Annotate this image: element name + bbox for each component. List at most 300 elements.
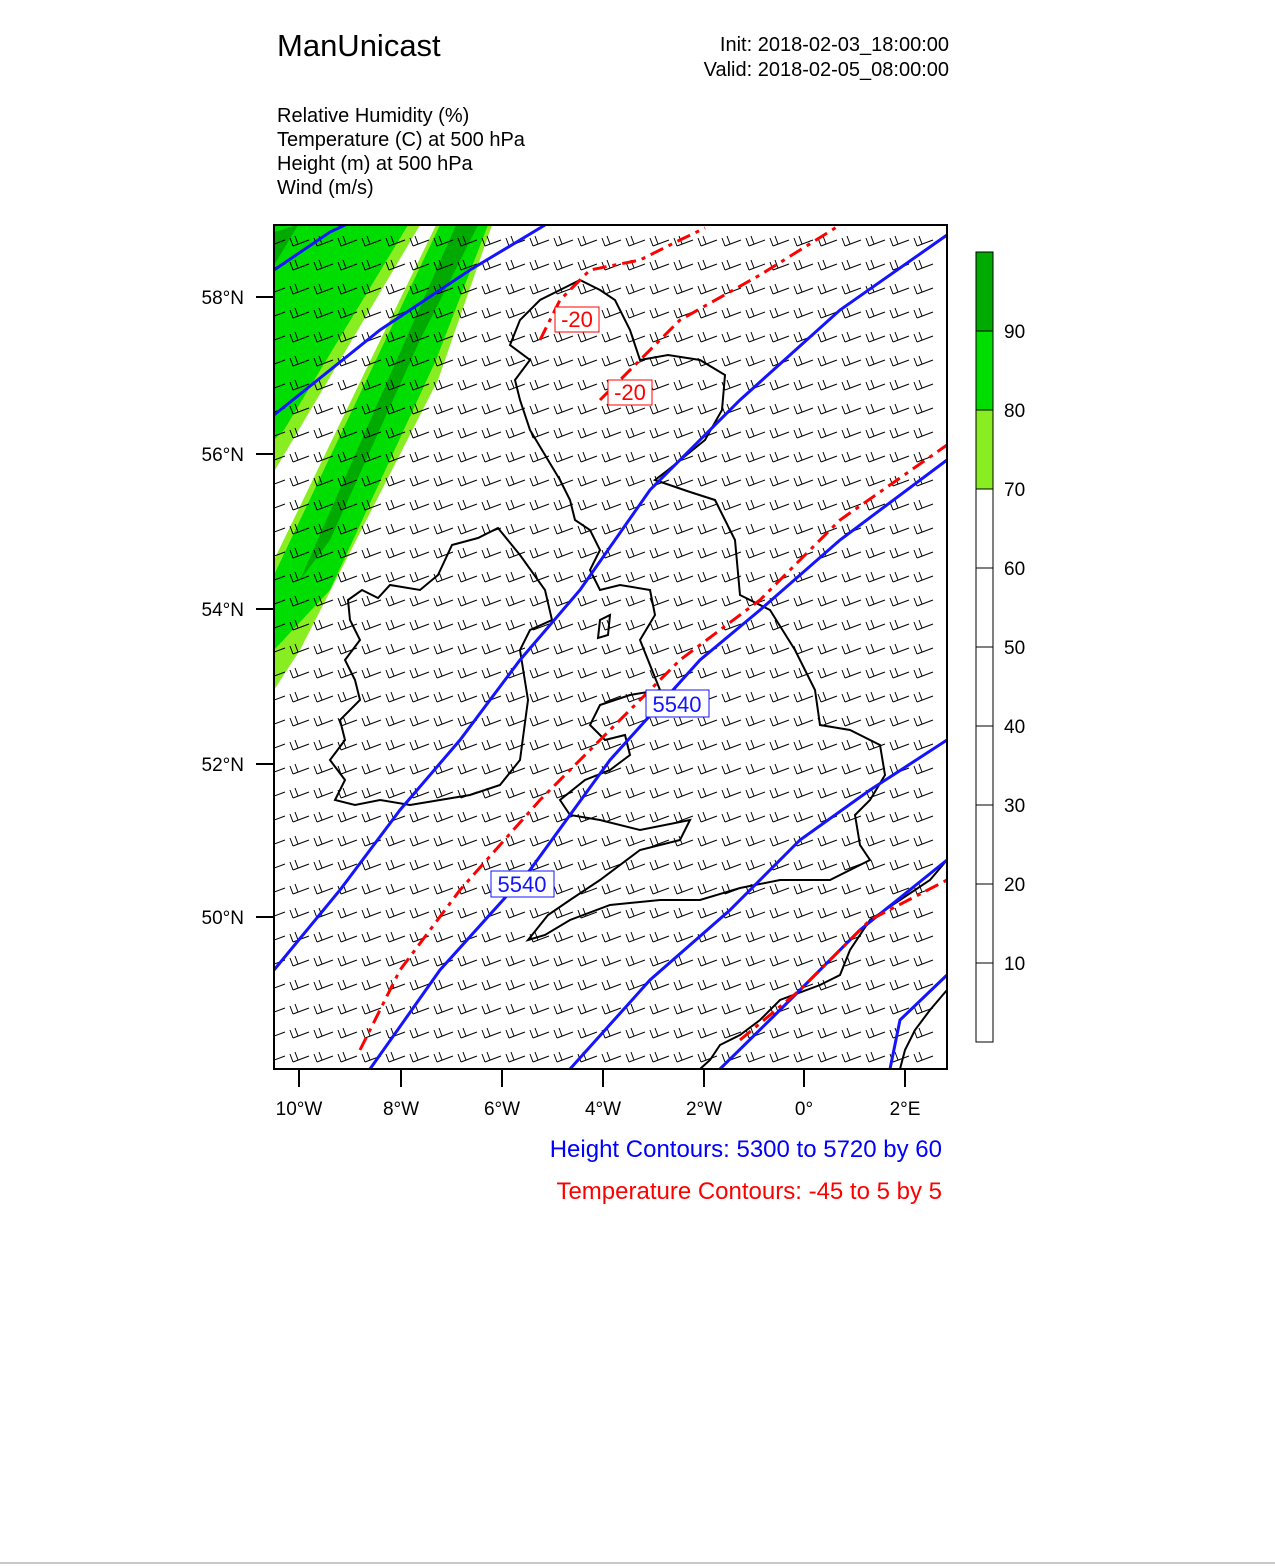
wind-barb (434, 476, 453, 486)
wind-barb (482, 764, 501, 774)
wind-barb (554, 524, 573, 534)
wind-barb (386, 620, 405, 630)
wind-barb (314, 956, 333, 966)
wind-barb (866, 452, 885, 462)
wind-barb (362, 812, 381, 822)
wind-barb (674, 764, 693, 774)
wind-barb (722, 668, 741, 678)
wind-barb (602, 476, 621, 486)
wind-barb (506, 932, 525, 942)
wind-barb (626, 860, 645, 870)
wind-barb (914, 860, 933, 870)
wind-barb (866, 428, 885, 438)
wind-barb (314, 740, 333, 750)
colorbar (976, 252, 1025, 1042)
lon-label-4w: 4°W (584, 1099, 622, 1120)
wind-barb (482, 932, 501, 942)
wind-barb (626, 596, 645, 606)
wind-barb (578, 980, 597, 990)
wind-barb (362, 620, 381, 630)
wind-barb (602, 620, 621, 630)
wind-barb (842, 764, 861, 774)
wind-barb (770, 716, 789, 726)
wind-barb (722, 932, 741, 942)
wind-barb (434, 1052, 453, 1062)
wind-barb (866, 260, 885, 270)
colorbar-box (976, 489, 993, 568)
wind-barb (386, 524, 405, 534)
wind-barb (794, 812, 813, 822)
colorbar-labels (1004, 322, 1025, 975)
wind-barb (410, 692, 429, 702)
wind-barb (482, 428, 501, 438)
wind-barb (674, 572, 693, 582)
wind-barb (650, 788, 669, 798)
wind-barb (626, 1028, 645, 1038)
wind-barb (698, 572, 717, 582)
wind-barb (794, 500, 813, 510)
wind-barb (722, 644, 741, 654)
wind-barb (698, 1028, 717, 1038)
wind-barb (362, 692, 381, 702)
wind-barb (914, 1052, 933, 1062)
wind-barb (602, 500, 621, 510)
colorbar-label: 40 (1004, 717, 1026, 738)
wind-barb (386, 884, 405, 894)
wind-barb (530, 260, 549, 270)
wind-barb (482, 980, 501, 990)
wind-barb (722, 956, 741, 966)
wind-barb (314, 404, 333, 414)
wind-barb (410, 620, 429, 630)
wind-barb (314, 860, 333, 870)
wind-barb (338, 1028, 357, 1038)
wind-barb (674, 932, 693, 942)
wind-barb (770, 284, 789, 294)
wind-barb (650, 908, 669, 918)
wind-barb (386, 596, 405, 606)
wind-barb (674, 332, 693, 342)
wind-barb (890, 596, 909, 606)
wind-barb (866, 476, 885, 486)
wind-barb (578, 764, 597, 774)
wind-barb (530, 548, 549, 558)
wind-barb (482, 620, 501, 630)
wind-barb (890, 692, 909, 702)
wind-barb (530, 356, 549, 366)
wind-barb (602, 860, 621, 870)
wind-barb (890, 668, 909, 678)
colorbar-label: 60 (1004, 559, 1026, 580)
wind-barb (554, 644, 573, 654)
wind-barb (554, 932, 573, 942)
wind-barb (626, 308, 645, 318)
wind-barb (290, 740, 309, 750)
wind-barb (602, 932, 621, 942)
wind-barb (914, 236, 933, 246)
wind-barb (434, 668, 453, 678)
wind-barb (338, 836, 357, 846)
wind-barb (818, 692, 837, 702)
wind-barb (914, 500, 933, 510)
wind-barb (650, 932, 669, 942)
temperature-contours-legend: Temperature Contours: -45 to 5 by 5 (556, 1178, 942, 1205)
wind-barb (266, 788, 285, 798)
wind-barb (818, 404, 837, 414)
wind-barb (818, 356, 837, 366)
wind-barb (266, 836, 285, 846)
wind-barb (578, 860, 597, 870)
wind-barb (818, 860, 837, 870)
wind-barb (578, 500, 597, 510)
wind-barb (722, 332, 741, 342)
wind-barb (650, 428, 669, 438)
lon-label-2e: 2°E (889, 1099, 921, 1120)
wind-barb (554, 548, 573, 558)
wind-barb (482, 572, 501, 582)
wind-barb (290, 692, 309, 702)
wind-barb (554, 332, 573, 342)
wind-barb (602, 1004, 621, 1014)
wind-barb (266, 524, 285, 534)
wind-barb (578, 1004, 597, 1014)
wind-barb (506, 572, 525, 582)
wind-barb (770, 644, 789, 654)
wind-barb (842, 548, 861, 558)
wind-barb (530, 956, 549, 966)
wind-barb (698, 884, 717, 894)
wind-barb (890, 308, 909, 318)
wind-barb (698, 452, 717, 462)
colorbar-box (976, 963, 993, 1042)
colorbar-label: 20 (1004, 875, 1026, 896)
wind-barb (770, 524, 789, 534)
wind-barb (314, 764, 333, 774)
colorbar-box (976, 805, 993, 884)
field-height: Height (m) at 500 hPa (277, 153, 473, 175)
wind-barb (458, 692, 477, 702)
wind-barb (386, 908, 405, 918)
wind-barb (842, 380, 861, 390)
wind-barb (770, 452, 789, 462)
wind-barb (746, 764, 765, 774)
wind-barb (794, 284, 813, 294)
wind-barb (602, 740, 621, 750)
wind-barb (362, 860, 381, 870)
wind-barb (866, 548, 885, 558)
lon-label-2w: 2°W (685, 1099, 723, 1120)
colorbar-label: 10 (1004, 954, 1026, 975)
wind-barb (578, 596, 597, 606)
wind-barb (890, 524, 909, 534)
wind-barb (362, 524, 381, 534)
wind-barb (410, 716, 429, 726)
wind-barb (506, 596, 525, 606)
wind-barb (794, 884, 813, 894)
wind-barb (434, 1004, 453, 1014)
wind-barb (914, 812, 933, 822)
wind-barb (554, 836, 573, 846)
wind-barb (554, 980, 573, 990)
wind-barb (482, 836, 501, 846)
wind-barb (482, 356, 501, 366)
wind-barb (722, 452, 741, 462)
wind-barb (602, 956, 621, 966)
wind-barb (314, 620, 333, 630)
wind-barb (530, 1004, 549, 1014)
wind-barb (434, 788, 453, 798)
wind-barb (914, 740, 933, 750)
wind-barb (458, 812, 477, 822)
wind-barb (746, 356, 765, 366)
wind-barb (770, 428, 789, 438)
wind-barb (866, 380, 885, 390)
wind-barb (746, 908, 765, 918)
wind-barb (722, 860, 741, 870)
wind-barb (458, 428, 477, 438)
wind-barb (794, 860, 813, 870)
wind-barb (866, 1028, 885, 1038)
wind-barb (914, 548, 933, 558)
wind-barb (746, 956, 765, 966)
wind-barb (434, 1028, 453, 1038)
wind-barb (578, 284, 597, 294)
wind-barb (458, 404, 477, 414)
wind-barb (386, 644, 405, 654)
wind-barb (386, 476, 405, 486)
wind-barb (842, 1004, 861, 1014)
wind-barb (794, 764, 813, 774)
wind-barb (698, 620, 717, 630)
wind-barb (578, 620, 597, 630)
wind-barb (290, 860, 309, 870)
wind-barb (698, 596, 717, 606)
wind-barb (314, 692, 333, 702)
wind-barb (458, 740, 477, 750)
wind-barb (890, 860, 909, 870)
wind-barb (626, 668, 645, 678)
wind-barb (866, 1004, 885, 1014)
wind-barb (914, 260, 933, 270)
wind-barb (650, 764, 669, 774)
wind-barb (770, 548, 789, 558)
wind-barb (818, 668, 837, 678)
wind-barb (626, 452, 645, 462)
colorbar-box (976, 331, 993, 410)
wind-barb (626, 284, 645, 294)
wind-barb (506, 284, 525, 294)
wind-barb (818, 836, 837, 846)
wind-barb (746, 644, 765, 654)
wind-barb (914, 692, 933, 702)
wind-barb (794, 1004, 813, 1014)
wind-barb (698, 284, 717, 294)
wind-barb (674, 404, 693, 414)
wind-barb (674, 740, 693, 750)
contour-label-temp-2: -20 (561, 307, 593, 332)
wind-barb (866, 884, 885, 894)
wind-barb (794, 692, 813, 702)
wind-barb (698, 980, 717, 990)
wind-barb (554, 236, 573, 246)
wind-barb (650, 236, 669, 246)
wind-barb (626, 764, 645, 774)
wind-barb (506, 452, 525, 462)
wind-barb (290, 812, 309, 822)
wind-barb (698, 788, 717, 798)
wind-barb (410, 1028, 429, 1038)
colorbar-label: 90 (1004, 322, 1026, 343)
wind-barb (626, 332, 645, 342)
wind-barb (578, 332, 597, 342)
wind-barb (458, 860, 477, 870)
wind-barb (794, 524, 813, 534)
wind-barb (818, 332, 837, 342)
wind-barb (626, 1052, 645, 1062)
wind-barb (698, 332, 717, 342)
wind-barb (722, 812, 741, 822)
wind-barb (578, 668, 597, 678)
wind-barb (530, 308, 549, 318)
wind-barb (698, 308, 717, 318)
wind-barb (266, 740, 285, 750)
wind-barb (866, 764, 885, 774)
wind-barb (794, 668, 813, 678)
wind-barb (650, 740, 669, 750)
wind-barb (842, 668, 861, 678)
wind-barb (482, 956, 501, 966)
wind-barb (722, 836, 741, 846)
wind-barb (746, 284, 765, 294)
wind-barb (650, 884, 669, 894)
wind-barb (770, 812, 789, 822)
wind-barb (458, 956, 477, 966)
wind-barb (338, 764, 357, 774)
wind-barb (842, 332, 861, 342)
wind-barb (866, 956, 885, 966)
wind-barb (866, 836, 885, 846)
wind-barb (530, 740, 549, 750)
wind-barb (458, 332, 477, 342)
wind-barb (674, 884, 693, 894)
wind-barb (770, 476, 789, 486)
wind-barb (362, 956, 381, 966)
wind-barb (890, 956, 909, 966)
wind-barb (266, 932, 285, 942)
wind-barb (842, 404, 861, 414)
wind-barb (314, 716, 333, 726)
wind-barb (602, 788, 621, 798)
wind-barb (770, 500, 789, 510)
wind-barb (410, 764, 429, 774)
valid-time: Valid: 2018-02-05_08:00:00 (703, 59, 949, 81)
wind-barb (554, 1028, 573, 1038)
wind-barb (722, 476, 741, 486)
wind-barb (650, 404, 669, 414)
wind-barb (890, 644, 909, 654)
wind-barb (794, 740, 813, 750)
wind-barb (434, 428, 453, 438)
wind-barb (818, 572, 837, 582)
wind-barb (890, 380, 909, 390)
wind-barb (290, 764, 309, 774)
wind-barb (866, 932, 885, 942)
wind-barb (458, 836, 477, 846)
wind-barb (842, 596, 861, 606)
wind-barb (314, 836, 333, 846)
wind-barb (818, 620, 837, 630)
wind-barb (794, 596, 813, 606)
wind-barb (818, 1004, 837, 1014)
wind-barb (866, 308, 885, 318)
wind-barb (842, 692, 861, 702)
wind-barb (722, 740, 741, 750)
wind-barb (890, 356, 909, 366)
wind-barb (554, 356, 573, 366)
wind-barb (890, 452, 909, 462)
wind-barb (578, 692, 597, 702)
wind-barb (578, 236, 597, 246)
wind-barb (842, 980, 861, 990)
wind-barb (314, 1028, 333, 1038)
wind-barb (890, 836, 909, 846)
wind-barb (602, 308, 621, 318)
wind-barb (602, 884, 621, 894)
wind-barb (266, 764, 285, 774)
wind-barb (290, 452, 309, 462)
wind-barb (818, 932, 837, 942)
wind-barb (578, 452, 597, 462)
wind-barb (914, 932, 933, 942)
wind-barb (746, 476, 765, 486)
wind-barb (482, 452, 501, 462)
wind-barb (530, 284, 549, 294)
wind-barb (506, 428, 525, 438)
wind-barb (554, 428, 573, 438)
map-plot-area (266, 225, 947, 1069)
wind-barb (530, 692, 549, 702)
wind-barb (818, 596, 837, 606)
wind-barb (674, 1052, 693, 1062)
wind-barb (410, 596, 429, 606)
wind-barb (698, 956, 717, 966)
wind-barb (770, 980, 789, 990)
wind-barb (842, 644, 861, 654)
colorbar-label: 50 (1004, 638, 1026, 659)
wind-barb (890, 980, 909, 990)
wind-barb (746, 932, 765, 942)
wind-barb (530, 524, 549, 534)
wind-barb (362, 908, 381, 918)
wind-barb (362, 788, 381, 798)
wind-barb (554, 716, 573, 726)
wind-barb (386, 860, 405, 870)
wind-barb (386, 572, 405, 582)
wind-barb (386, 668, 405, 678)
wind-barb (890, 932, 909, 942)
wind-barb (602, 980, 621, 990)
wind-barb (698, 668, 717, 678)
wind-barb (698, 836, 717, 846)
wind-barb (842, 260, 861, 270)
wind-barb (266, 860, 285, 870)
wind-barb (722, 764, 741, 774)
wind-barb (770, 332, 789, 342)
wind-barb (650, 1004, 669, 1014)
wind-barb (842, 236, 861, 246)
wind-barb (386, 1052, 405, 1062)
wind-barb (650, 308, 669, 318)
